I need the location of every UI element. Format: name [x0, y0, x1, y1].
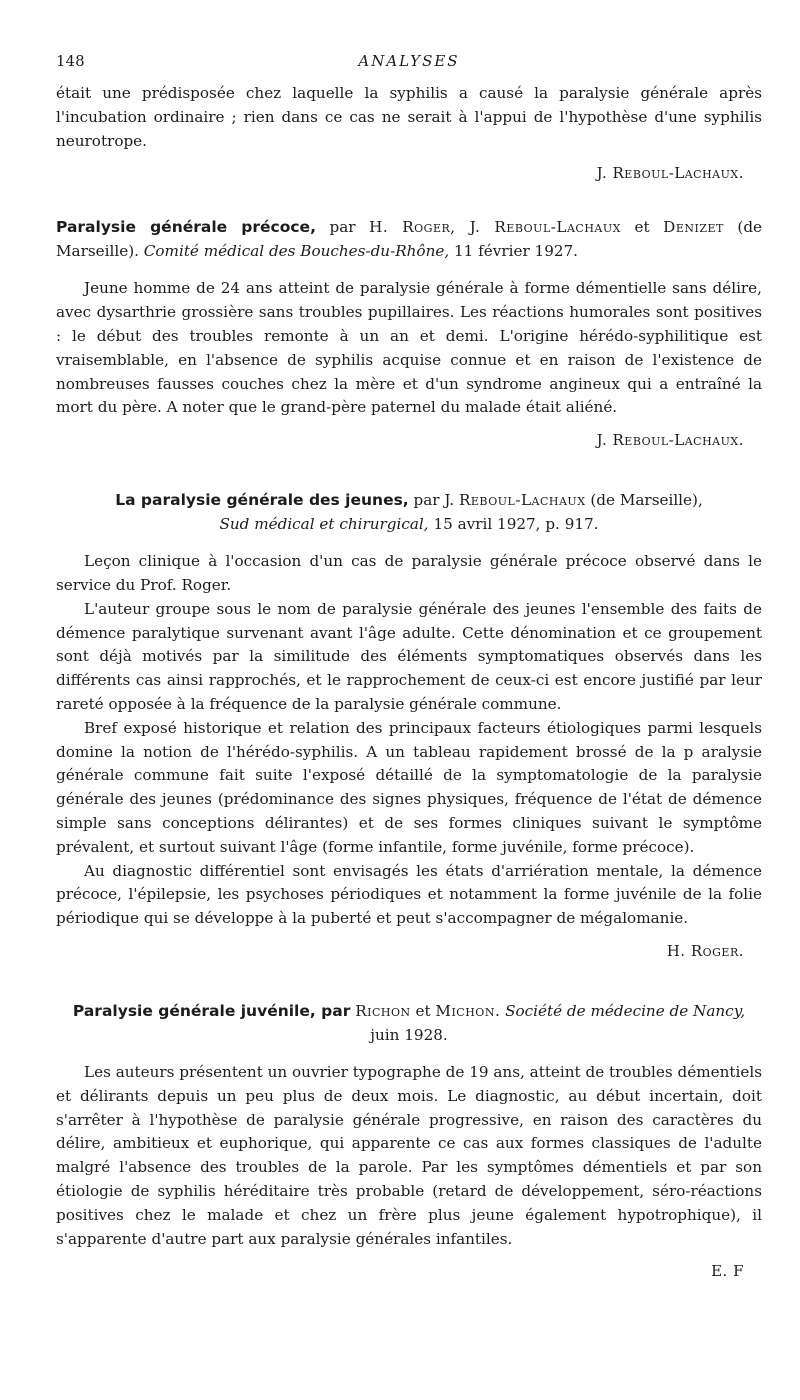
entry-2-paragraph-1: Leçon clinique à l'occasion d'un cas de paralysie générale précoce observé dans le service du Prof. Roger. [56, 552, 762, 594]
entry-3-signature: E. F [711, 1262, 744, 1281]
entry-2-by: par J. [413, 491, 455, 510]
entry-3-author2: Michon. [435, 1001, 501, 1020]
entry-3-authors: Richon [355, 1001, 411, 1020]
entry-1-author2: Denizet [663, 218, 724, 237]
entry-2-journal: Sud médical et chirurgical, [219, 515, 429, 534]
entry-1-heading [56, 215, 762, 263]
entry-3-date: juin 1928. [370, 1025, 448, 1044]
entry-1-authors: H. Roger, J. Reboul-Lachaux [369, 218, 621, 237]
entry-1-and: et [634, 218, 650, 237]
entry-3-heading [56, 999, 762, 1047]
entry-3-title: Paralysie générale juvénile, par [72, 1001, 351, 1020]
entry-2-signature: H. Roger. [666, 941, 744, 960]
entry-1-place: (de Marseille). [56, 218, 763, 261]
entry-1-date: 11 février 1927. [454, 242, 579, 261]
intro-paragraph: était une prédisposée chez laquelle la syphilis a causé la paralysie générale après l'incubation ordinaire ; rien dans ce cas ne serait à l'appui de l'hypothèse d'une syphilis neurotrope. [56, 84, 762, 150]
entry-1-by: par [329, 218, 356, 237]
entry-3-journal: Société de médecine de Nancy, [505, 1001, 746, 1020]
entry-2-title: La paralysie générale des jeunes, [115, 491, 409, 510]
entry-1-paragraph: Jeune homme de 24 ans atteint de paralysie générale à forme démentielle sans délire, avec dysarthrie grossière sans troubles pupillaires. Les réactions humorales sont positives : le début des troubles remonte à un an et demi. L'origine hérédo-syphilitique est vraisemblable, en l'absence de syphilis acquise connue et en raison de l'existence de nombreuses fausses couches chez la mère et d'un syndrome angineux qui a entraîné la mort du père. A noter que le grand-père paternel du malade était aliéné. [56, 279, 762, 417]
intro-signature: J. Reboul-Lachaux. [596, 164, 744, 183]
entry-3-paragraph: Les auteurs présentent un ouvrier typographe de 19 ans, atteint de troubles démentiels et délirants depuis un peu plus de deux mois. Le diagnostic, au début incertain, doit s'arrêter à l'hypothèse de paralysie générale progressive, en raison des caractères du délire, ambitieux et euphorique, qui apparente ce cas aux formes classiques de l'adulte malgré l'absence des troubles de la parole. Par les symptômes démentiels et par son étiologie de syphilis héréditaire très probable (retard de développement, séro-réactions positives chez le malade et chez un frère plus jeune également hypotrophique), il s'apparente d'autre part aux paralysie générales infantiles. [56, 1062, 762, 1248]
entry-1-title: Paralysie générale précoce, [56, 218, 316, 237]
entry-3-and: et [415, 1001, 431, 1020]
page-number: 148 [56, 52, 85, 70]
entry-2-paragraph-4: Au diagnostic différentiel sont envisagés les états d'arriération mentale, la démence précoce, l'épilepsie, les psychoses périodiques et notamment la forme juvénile de la folie périodique qui se développe à la puberté et peut s'accompagner de mégalomanie. [56, 861, 762, 928]
entry-2-authors: Reboul-Lachaux [458, 491, 586, 510]
entry-1-journal: Comité médical des Bouches-du-Rhône, [143, 242, 450, 261]
entry-2-place: (de Marseille), [590, 491, 703, 510]
entry-1-signature: J. Reboul-Lachaux. [596, 431, 744, 450]
entry-2-date: 15 avril 1927, p. 917. [433, 515, 599, 534]
running-head [56, 52, 762, 82]
running-title: ANALYSES [358, 52, 460, 70]
entry-2-paragraph-2: L'auteur groupe sous le nom de paralysie générale des jeunes l'ensemble des faits de démence paralytique survenant avant l'âge adulte. Cette dénomination et ce groupement sont déjà motivés par la similitude des éléments symptomatiques observés dans les différents cas ainsi rapprochés, et le rapprochement de ceux-ci est encore justifié par leur rareté opposée à la fréquence de la paralysie générale commune. [56, 599, 762, 713]
entry-2-paragraph-3: Bref exposé historique et relation des principaux facteurs étiologiques parmi lesquels domine la notion de l'hérédo-syphilis. A un tableau rapidement brossé de la p aralysie générale commune fait suite l'exposé détaillé de la symptomatologie de la paralysie générale des jeunes (prédominance des signes physiques, fréquence de l'état de démence simple sans conceptions délirantes) et de ses formes cliniques suivant le symptôme prévalent, et surtout suivant l'âge (forme infantile, forme juvénile, forme précoce). [56, 718, 762, 856]
entry-2-heading [56, 488, 762, 536]
